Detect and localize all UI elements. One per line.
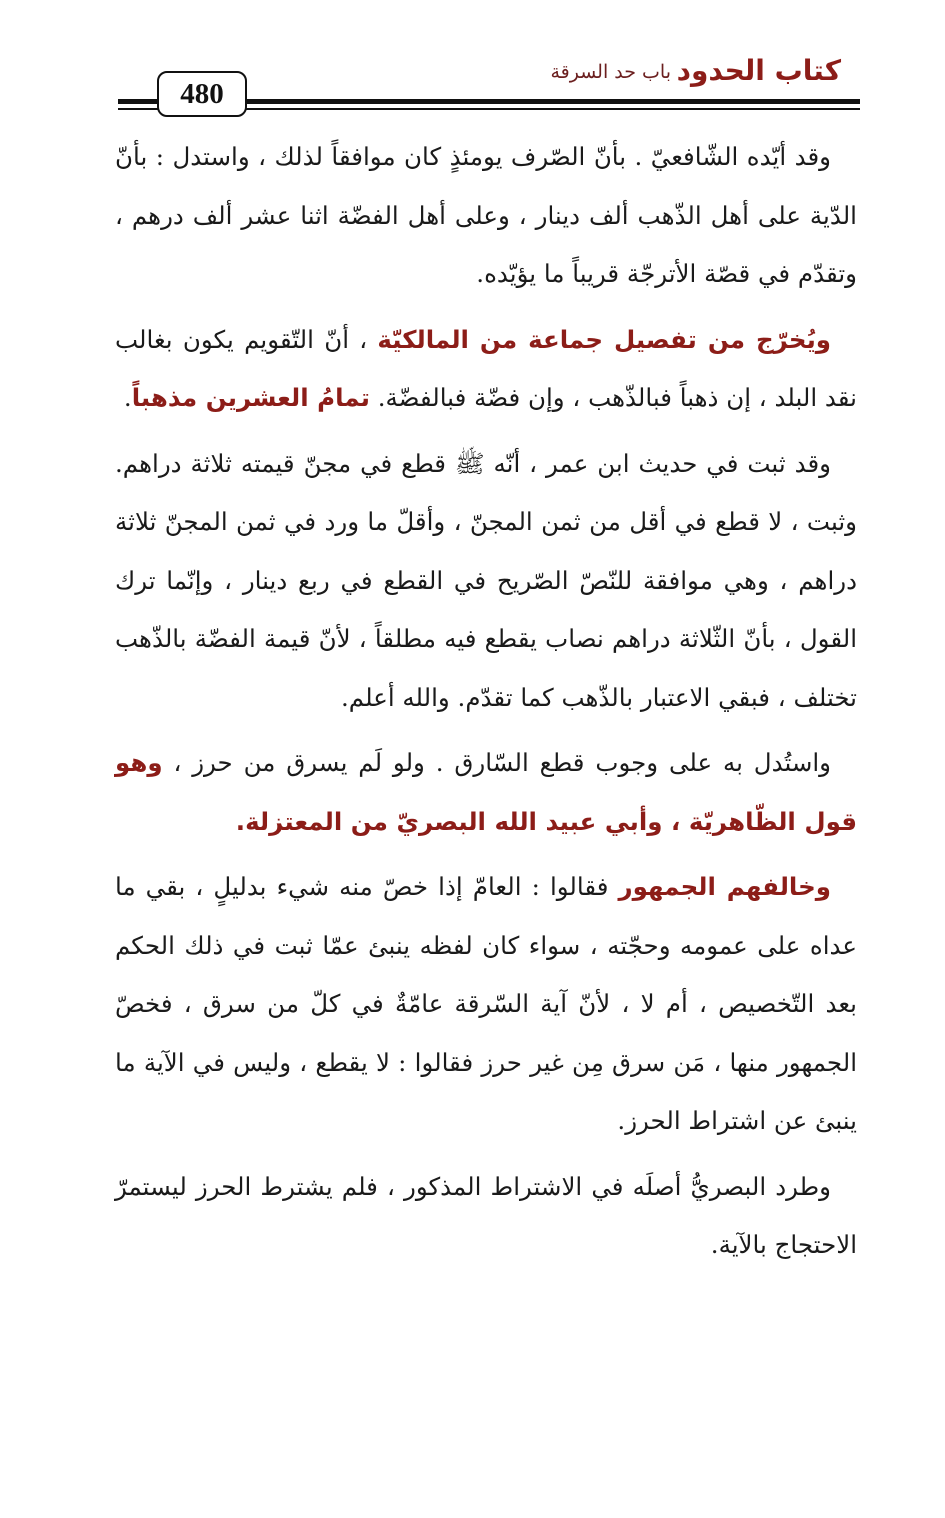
chapter-title: باب حد السرقة	[550, 61, 671, 83]
page-number: 480	[157, 71, 247, 117]
paragraph-1	[115, 128, 857, 304]
paragraph-4-text: واستُدل به على وجوب قطع السّارق . ولو لَم يسرق من حرز ،	[162, 748, 831, 777]
paragraph-3-text: وقد ثبت في حديث ابن عمر ، أنّه ﷺ قطع في مجنّ قيمته ثلاثة دراهم. وثبت ، لا قطع في أقل من ثمن المجنّ ، وأقلّ ما ورد في ثمن المجنّ ثلاثة دراهم ، وهي موافقة للنّصّ الصّريح في القطع في ربع دينار ، وإنّما ترك القول ، بأنّ الثّلاثة دراهم نصاب يقطع فيه مطلقاً ، لأنّ قيمة الفضّة بالذّهب تختلف ، فبقي الاعتبار بالذّهب كما تقدّم. والله أعلم.	[115, 448, 857, 712]
paragraph-1-text: وقد أيّده الشّافعيّ . بأنّ الصّرف يومئذٍ كان موافقاً لذلك ، واستدل : بأنّ الدّية على أهل الذّهب ألف دينار ، وعلى أهل الفضّة اثنا عشر ألف درهم ، وتقدّم في قصّة الأترجّة قريباً ما يؤيّده.	[115, 142, 857, 288]
paragraph-2-tail: .	[123, 383, 132, 412]
book-title: كتاب الحدود	[676, 54, 841, 87]
paragraph-5-highlight: وخالفهم الجمهور	[618, 872, 832, 901]
paragraph-5-text: فقالوا : العامّ إذا خصّ منه شيء بدليلٍ ، بقي ما عداه على عمومه وحجّته ، سواء كان لفظه ينبئ عمّا ثبت في ذلك الحكم بعد التّخصيص ، أم لا ، لأنّ آية السّرقة عامّةٌ في كلّ من سرق ، فخصّ الجمهور منها ، مَن سرق مِن غير حرز فقالوا : لا يقطع ، وليس في الآية ما ينبئ عن اشتراط الحرز.	[115, 872, 857, 1135]
paragraph-2-highlight-2: تمامُ العشرين مذهباً	[131, 383, 370, 412]
paragraph-3	[115, 435, 857, 728]
paragraph-4	[115, 734, 857, 851]
paragraph-2-text: ، أنّ التّقويم يكون بغالب نقد البلد ، إن ذهباً فبالذّهب ، وإن فضّة فبالفضّة.	[115, 324, 857, 412]
paragraph-5	[115, 858, 857, 1151]
paragraph-4-highlight: وهو قول الظّاهريّة ، وأبي عبيد الله البصريّ من المعتزلة.	[115, 748, 857, 836]
paragraph-6	[115, 1158, 857, 1275]
paragraph-2	[115, 311, 857, 428]
paragraph-6-text: وطرد البصريُّ أصلَه في الاشتراط المذكور ، فلم يشترط الحرز ليستمرّ الاحتجاج بالآية.	[115, 1171, 857, 1259]
paragraph-2-highlight-1: ويُخرّج من تفصيل جماعة من المالكيّة	[377, 324, 832, 354]
page-body	[115, 128, 857, 1275]
